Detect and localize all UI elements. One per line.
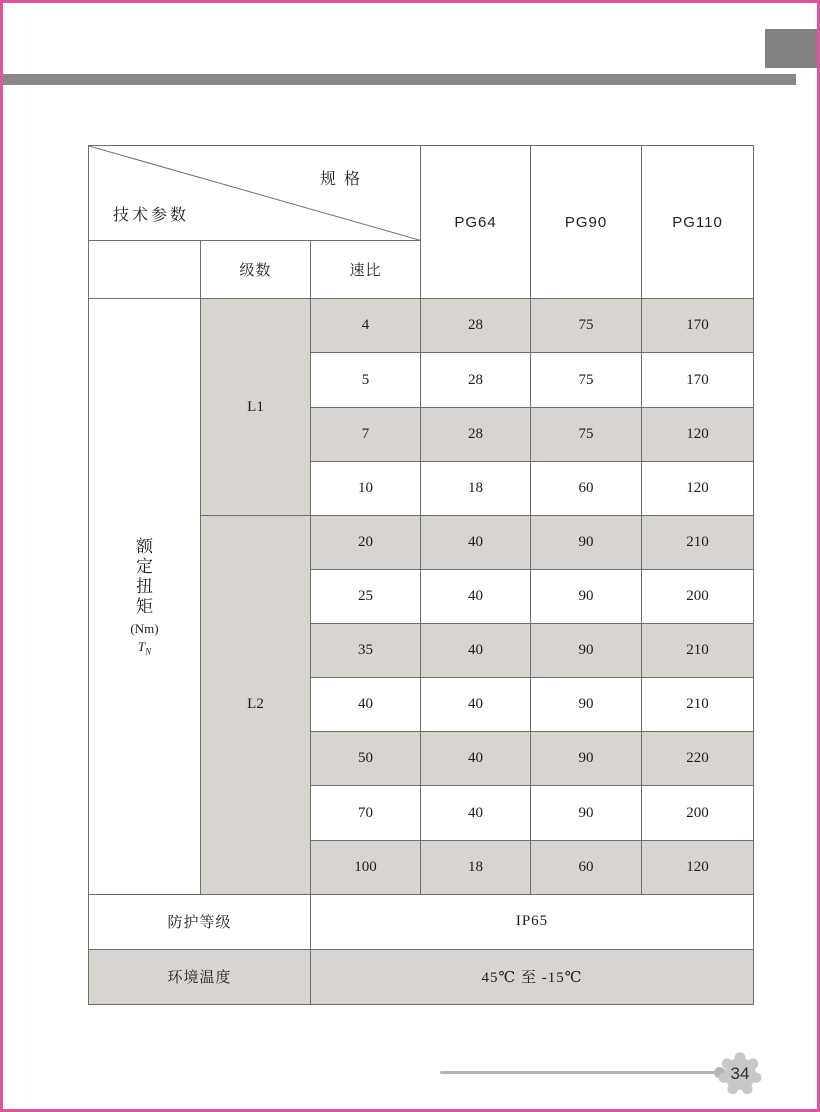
value-cell-pg64: 28	[421, 353, 531, 407]
value-cell-pg90: 90	[531, 678, 642, 732]
value-cell-pg64: 40	[421, 732, 531, 786]
protection-label: 防护等级	[89, 894, 311, 949]
group-label-l2: L2	[201, 515, 311, 894]
value-cell-pg110: 210	[642, 678, 754, 732]
stages-header: 级数	[201, 241, 311, 299]
group-label-l1: L1	[201, 299, 311, 516]
torque-unit: (Nm)	[130, 620, 159, 636]
ratio-cell: 20	[311, 515, 421, 569]
value-cell-pg64: 28	[421, 407, 531, 461]
temperature-row	[89, 949, 754, 1004]
value-cell-pg110: 210	[642, 624, 754, 678]
table-row	[89, 299, 754, 353]
footer-rule	[440, 1071, 720, 1074]
value-cell-pg90: 60	[531, 461, 642, 515]
corner-decor-square	[765, 29, 817, 68]
diagonal-line	[89, 146, 420, 240]
ratio-cell: 35	[311, 624, 421, 678]
ratio-header: 速比	[311, 241, 421, 299]
value-cell-pg90: 90	[531, 569, 642, 623]
value-cell-pg64: 28	[421, 299, 531, 353]
column-header-pg64: PG64	[421, 146, 531, 299]
value-cell-pg90: 75	[531, 407, 642, 461]
spec-table	[88, 145, 754, 1005]
value-cell-pg90: 75	[531, 353, 642, 407]
value-cell-pg90: 90	[531, 624, 642, 678]
temperature-label: 环境温度	[89, 949, 311, 1004]
ratio-cell: 50	[311, 732, 421, 786]
page-number: 34	[730, 1064, 750, 1083]
page-number-gear-badge	[716, 1050, 764, 1098]
value-cell-pg110: 170	[642, 299, 754, 353]
ratio-cell: 40	[311, 678, 421, 732]
table-header-row	[89, 146, 754, 241]
value-cell-pg64: 18	[421, 840, 531, 894]
value-cell-pg90: 75	[531, 299, 642, 353]
value-cell-pg110: 220	[642, 732, 754, 786]
ratio-cell: 10	[311, 461, 421, 515]
value-cell-pg64: 40	[421, 624, 531, 678]
value-cell-pg110: 170	[642, 353, 754, 407]
value-cell-pg90: 90	[531, 515, 642, 569]
value-cell-pg110: 200	[642, 569, 754, 623]
value-cell-pg110: 120	[642, 461, 754, 515]
ratio-cell: 25	[311, 569, 421, 623]
value-cell-pg64: 40	[421, 515, 531, 569]
value-cell-pg64: 18	[421, 461, 531, 515]
temperature-value: 45℃ 至 -15℃	[311, 949, 754, 1004]
protection-value: IP65	[311, 894, 754, 949]
torque-label: 额定扭矩	[136, 536, 153, 616]
value-cell-pg110: 200	[642, 786, 754, 840]
ratio-cell: 4	[311, 299, 421, 353]
protection-row	[89, 894, 754, 949]
torque-symbol: $T_N$	[137, 638, 152, 657]
column-header-pg110: PG110	[642, 146, 754, 299]
empty-header-cell	[89, 241, 201, 299]
spec-corner-label: 规 格	[320, 171, 363, 188]
torque-label-cell	[89, 299, 201, 894]
header-decor-bar	[0, 74, 796, 85]
value-cell-pg110: 120	[642, 840, 754, 894]
value-cell-pg64: 40	[421, 678, 531, 732]
value-cell-pg90: 90	[531, 786, 642, 840]
diagonal-header-cell	[89, 146, 421, 241]
value-cell-pg110: 210	[642, 515, 754, 569]
value-cell-pg90: 60	[531, 840, 642, 894]
value-cell-pg64: 40	[421, 569, 531, 623]
ratio-cell: 100	[311, 840, 421, 894]
ratio-cell: 7	[311, 407, 421, 461]
value-cell-pg90: 90	[531, 732, 642, 786]
ratio-cell: 70	[311, 786, 421, 840]
ratio-cell: 5	[311, 353, 421, 407]
column-header-pg90: PG90	[531, 146, 642, 299]
value-cell-pg64: 40	[421, 786, 531, 840]
tech-params-corner-label: 技术参数	[113, 207, 190, 224]
value-cell-pg110: 120	[642, 407, 754, 461]
